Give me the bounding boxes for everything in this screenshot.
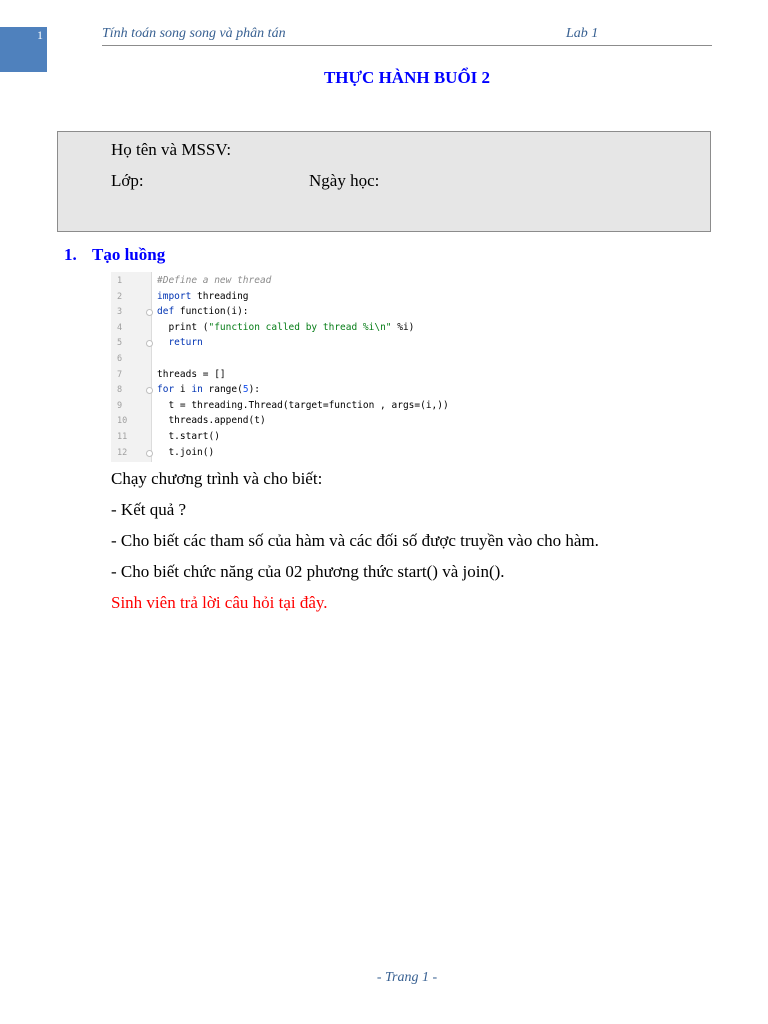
page-header (102, 25, 712, 46)
header-course-title: Tính toán song song và phân tán (102, 26, 286, 41)
code-line: return (168, 337, 203, 349)
code-line: for i in range(5): (157, 384, 261, 396)
code-line: print ("function called by thread %i\n" %i) (157, 321, 415, 333)
question-parameters: - Cho biết các tham số của hàm và các đối số được truyền vào cho hàm. (111, 531, 599, 550)
code-line-number: 4 (117, 322, 123, 333)
fold-marker-icon[interactable] (146, 450, 153, 457)
code-line-number: 7 (117, 369, 123, 380)
date-label: Ngày học: (309, 171, 380, 190)
code-line-number: 2 (117, 291, 123, 302)
question-methods: - Cho biết chức năng của 02 phương thức start() và join(). (111, 562, 505, 581)
code-line: import threading (157, 290, 249, 302)
page-number-tab (0, 27, 47, 72)
code-line: threads.append(t) (157, 415, 266, 427)
question-intro: Chạy chương trình và cho biết: (111, 469, 323, 488)
code-line-number: 12 (117, 447, 128, 458)
code-line-number: 1 (117, 276, 123, 286)
header-lab-label: Lab 1 (566, 26, 599, 41)
code-line: def function(i): (157, 306, 249, 318)
page-footer: - Trang 1 - (376, 970, 438, 985)
section-heading (64, 245, 165, 265)
code-line-number: 9 (117, 400, 123, 411)
code-line: t = threading.Thread(target=function , args=(i,)) (157, 399, 449, 411)
question-result: - Kết quả ? (111, 500, 187, 519)
code-line-number: 6 (117, 354, 123, 364)
page-number: 1 (37, 28, 43, 42)
code-line: threads = [] (157, 368, 226, 380)
student-info-box (57, 131, 711, 232)
section-title: Tạo luồng (92, 245, 166, 264)
name-id-label: Họ tên và MSSV: (111, 140, 232, 159)
answer-placeholder[interactable]: Sinh viên trả lời câu hỏi tại đây. (111, 593, 328, 612)
document-title: THỰC HÀNH BUỔI 2 (323, 68, 491, 87)
code-line: t.join() (157, 446, 215, 458)
code-line: t.start() (157, 431, 220, 442)
code-line-number: 10 (117, 416, 128, 427)
class-label: Lớp: (111, 171, 144, 190)
code-line-number: 8 (117, 385, 123, 396)
code-snippet (111, 272, 476, 462)
code-line-number: 5 (117, 338, 123, 349)
gutter-divider (151, 272, 152, 462)
section-number: 1. (64, 245, 77, 264)
code-line-number: 11 (117, 432, 128, 442)
code-line: #Define a new thread (157, 275, 272, 286)
code-line-number: 3 (117, 307, 123, 318)
